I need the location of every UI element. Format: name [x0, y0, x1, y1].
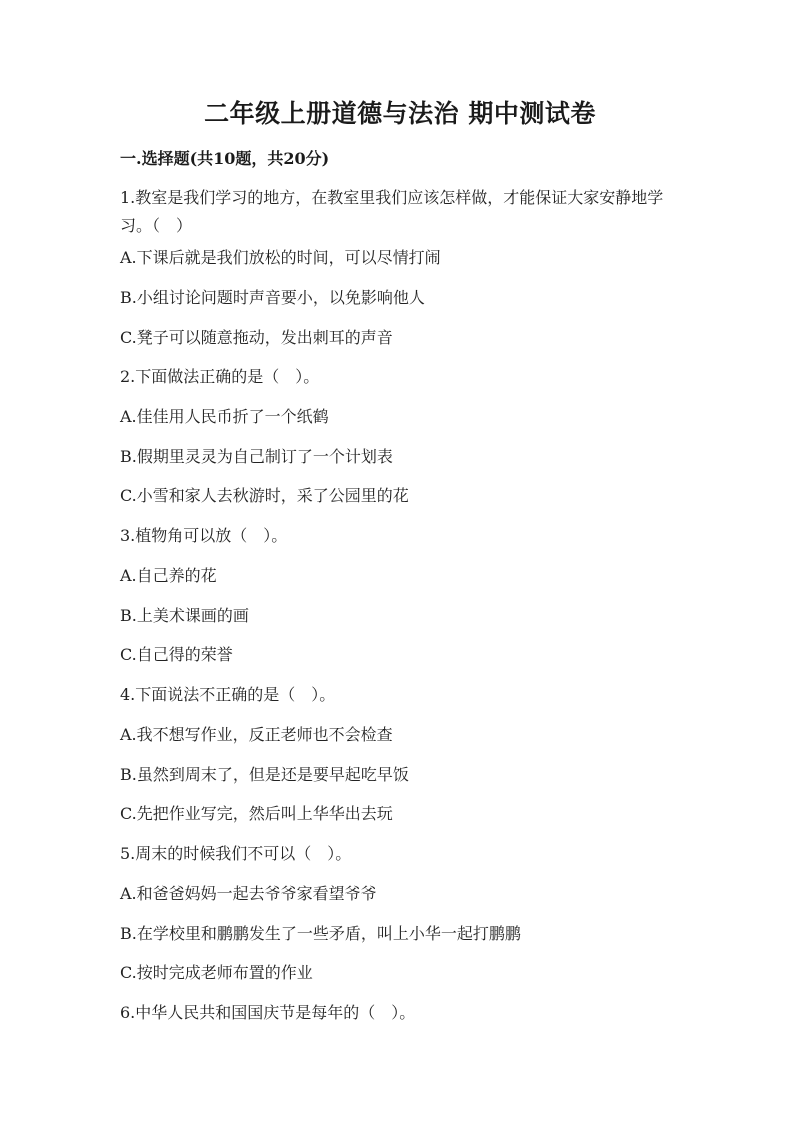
question-4-stem: 4.下面说法不正确的是（ ）。	[120, 685, 336, 704]
question-1-stem-line-2: 习。（ ）	[120, 216, 193, 235]
question-4-option-c: C.先把作业写完，然后叫上华华出去玩	[120, 804, 393, 823]
question-2-option-c: C.小雪和家人去秋游时，采了公园里的花	[120, 486, 409, 505]
question-3-option-a: A.自己养的花	[120, 566, 217, 585]
question-5-option-c: C.按时完成老师布置的作业	[120, 963, 313, 982]
question-2-stem: 2.下面做法正确的是（ ）。	[120, 367, 320, 386]
question-5-stem: 5.周末的时候我们不可以（ ）。	[120, 844, 352, 863]
question-1-option-a: A.下课后就是我们放松的时间，可以尽情打闹	[120, 248, 441, 267]
exam-title: 二年级上册道德与法治 期中测试卷	[204, 99, 596, 128]
question-2-option-b: B.假期里灵灵为自己制订了一个计划表	[120, 447, 393, 466]
section-heading: 一.选择题(共10题，共20分)	[120, 149, 330, 168]
question-6-stem: 6.中华人民共和国国庆节是每年的（ ）。	[120, 1003, 416, 1022]
question-4-option-a: A.我不想写作业，反正老师也不会检查	[120, 725, 393, 744]
question-3-stem: 3.植物角可以放（ ）。	[120, 526, 288, 545]
question-4-option-b: B.虽然到周末了，但是还是要早起吃早饭	[120, 765, 409, 784]
question-5-option-b: B.在学校里和鹏鹏发生了一些矛盾，叫上小华一起打鹏鹏	[120, 924, 521, 943]
question-3-option-b: B.上美术课画的画	[120, 606, 249, 625]
question-1-stem-line-1: 1.教室是我们学习的地方，在教室里我们应该怎样做，才能保证大家安静地学	[120, 188, 664, 207]
question-2-option-a: A.佳佳用人民币折了一个纸鹤	[120, 407, 329, 426]
question-1-option-b: B.小组讨论问题时声音要小，以免影响他人	[120, 288, 425, 307]
question-1-option-c: C.凳子可以随意拖动，发出刺耳的声音	[120, 328, 393, 347]
question-5-option-a: A.和爸爸妈妈一起去爷爷家看望爷爷	[120, 884, 377, 903]
question-3-option-c: C.自己得的荣誉	[120, 645, 233, 664]
